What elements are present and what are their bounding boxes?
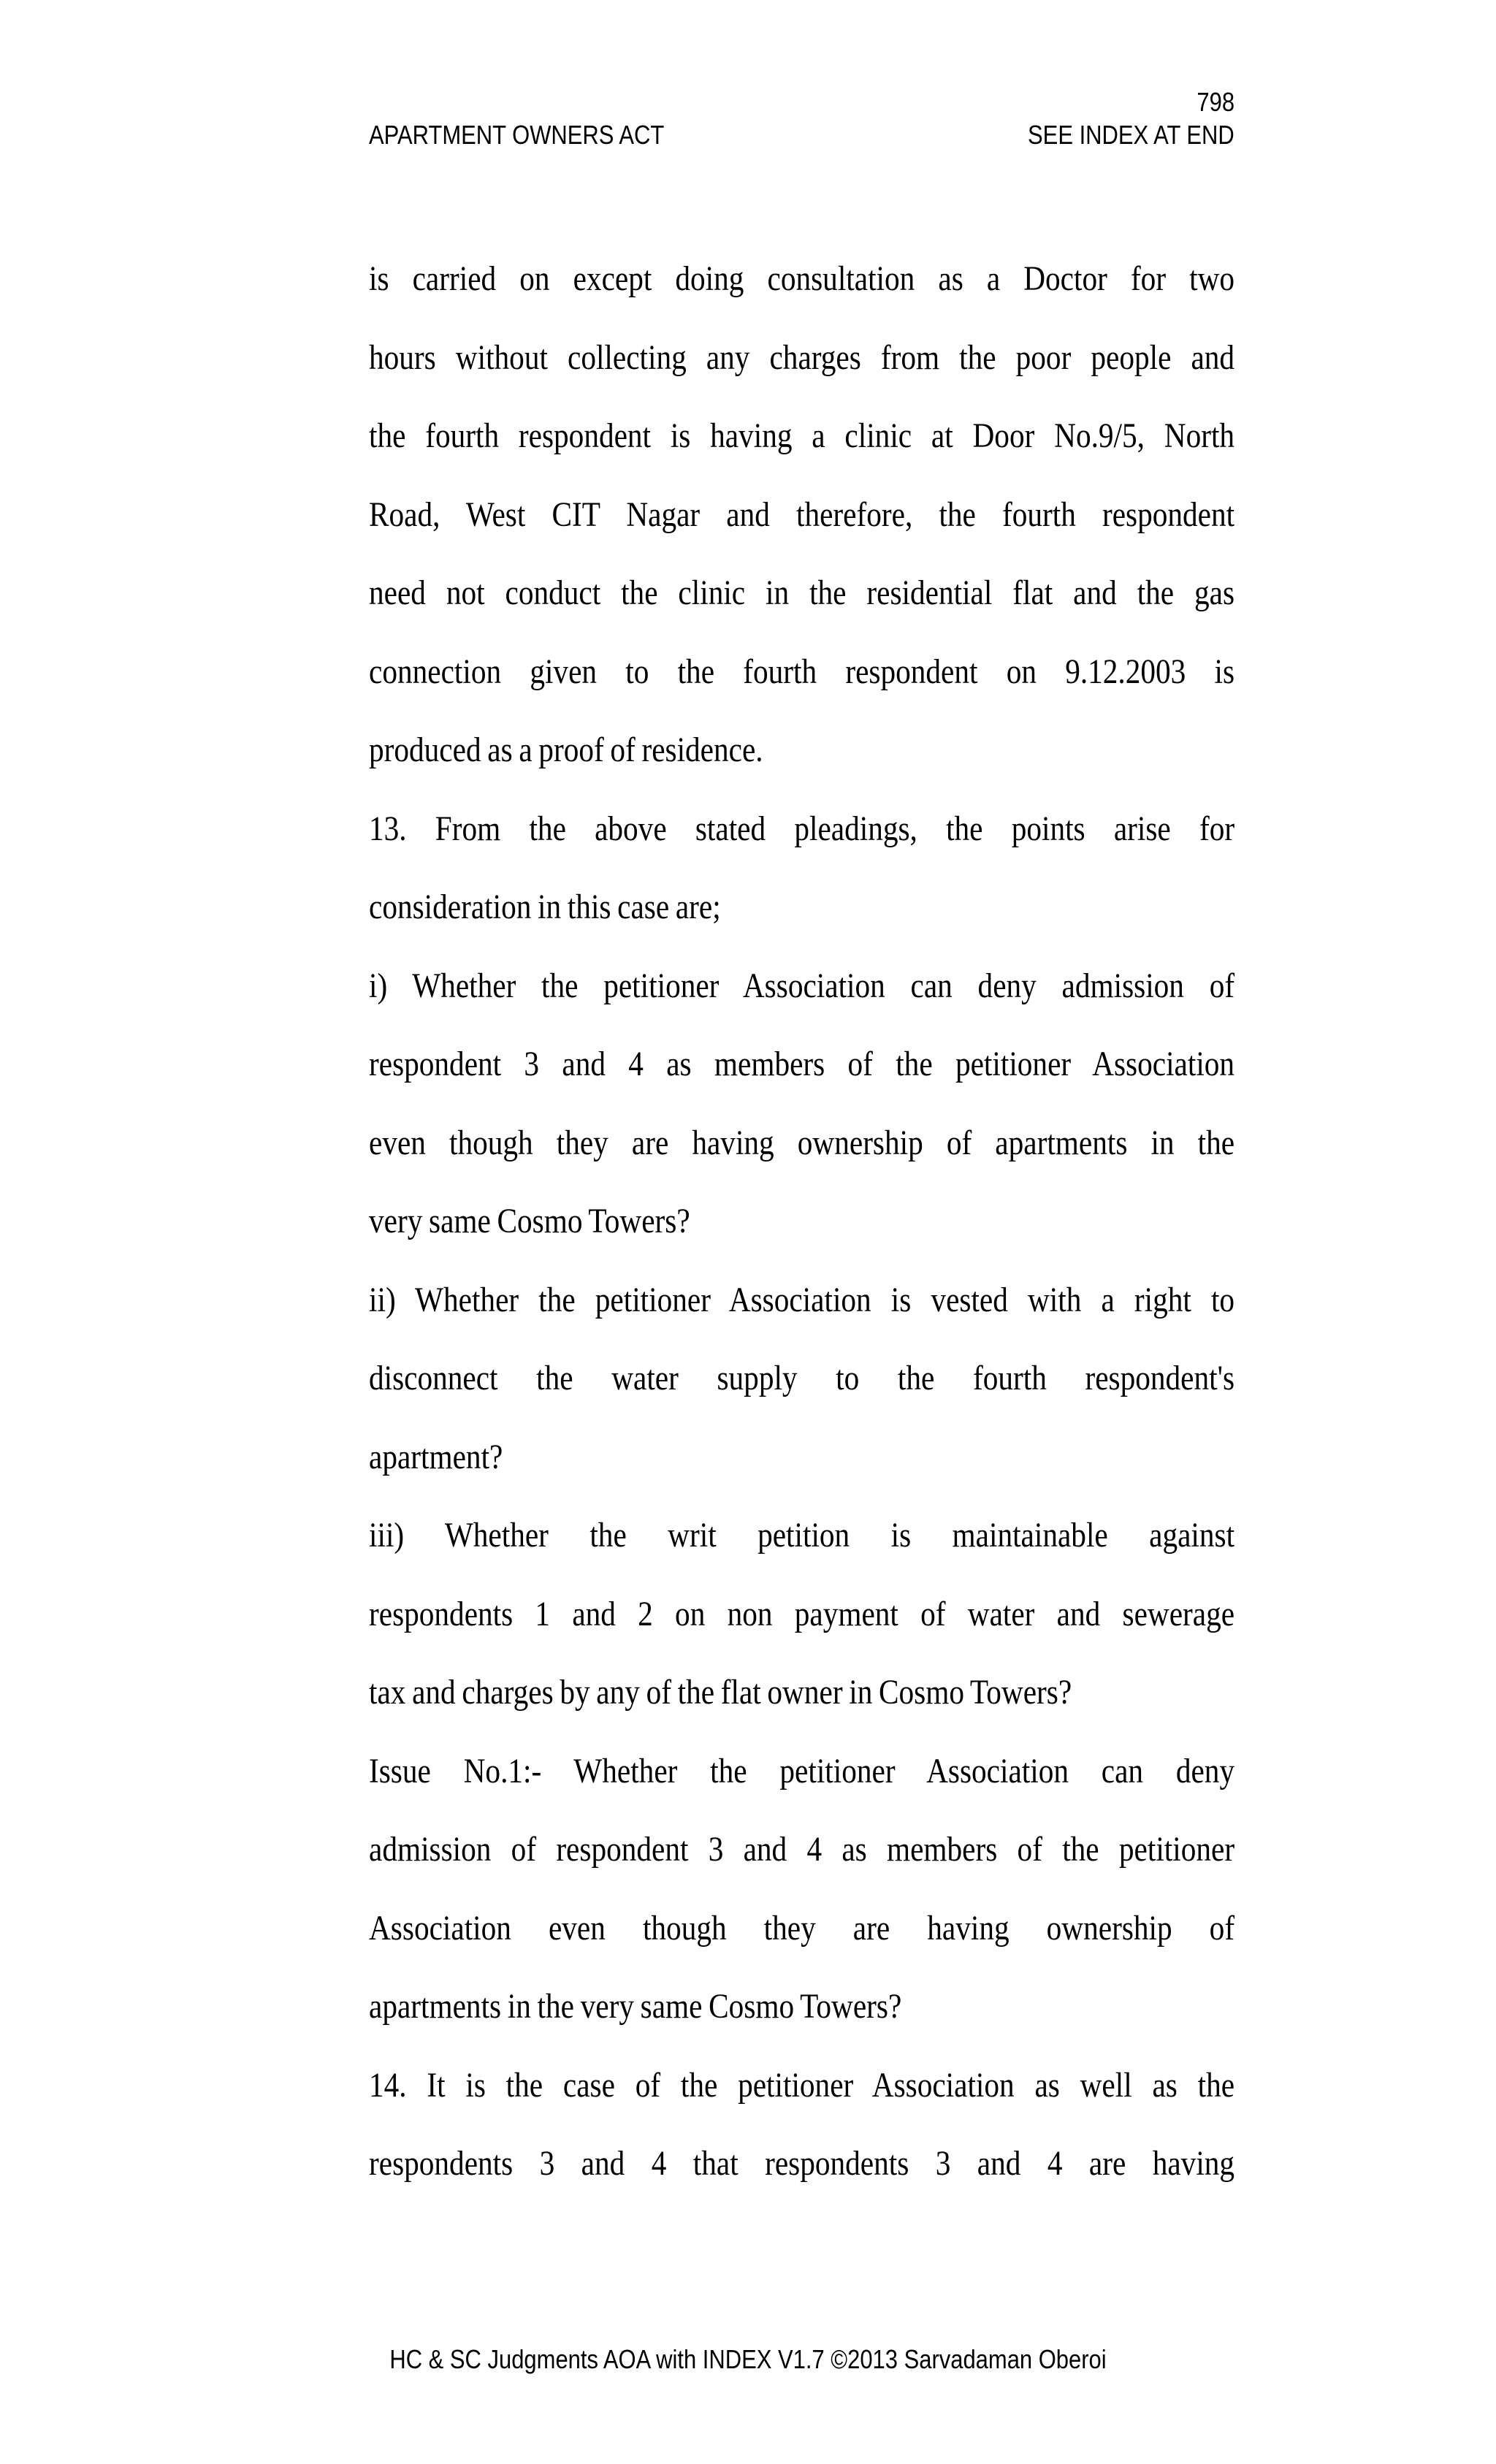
body-line: tax and charges by any of the flat owner in Cosmo Towers? <box>369 1673 1072 1712</box>
body-line: very same Cosmo Towers? <box>369 1202 690 1240</box>
body-line: is carried on except doing consultation as a Doctor for two <box>369 259 1235 298</box>
body-line: the fourth respondent is having a clinic at Door No.9/5, North <box>369 416 1235 455</box>
body-line: disconnect the water supply to the fourth respondent's <box>369 1359 1235 1397</box>
header-index-note: SEE INDEX AT END <box>1028 120 1234 150</box>
body-line: 14. It is the case of the petitioner Association as well as the <box>369 2065 1235 2105</box>
body-line: ii) Whether the petitioner Association is vested with a right to <box>369 1280 1235 1319</box>
header-title: APARTMENT OWNERS ACT <box>369 120 665 150</box>
body-line: respondents 1 and 2 on non payment of water and sewerage <box>369 1594 1235 1633</box>
body-line: admission of respondent 3 and 4 as members of the petitioner <box>369 1830 1235 1869</box>
page-number: 798 <box>1197 87 1234 117</box>
body-line: apartments in the very same Cosmo Towers? <box>369 1987 902 2026</box>
footer-copyright: HC & SC Judgments AOA with INDEX V1.7 ©2013 Sarvadaman Oberoi <box>389 2344 1107 2374</box>
body-line: respondent 3 and 4 as members of the petitioner Association <box>369 1045 1235 1083</box>
judgment-body-text <box>369 240 1234 2203</box>
body-line: produced as a proof of residence. <box>369 731 763 769</box>
body-line: Association even though they are having ownership of <box>369 1908 1235 1948</box>
body-line: Road, West CIT Nagar and therefore, the fourth respondent <box>369 495 1235 534</box>
body-line: apartment? <box>369 1437 503 1476</box>
body-line: iii) Whether the writ petition is maintainable against <box>369 1516 1235 1555</box>
body-line: consideration in this case are; <box>369 888 721 926</box>
body-line: even though they are having ownership of apartments in the <box>369 1123 1235 1162</box>
body-line: Issue No.1:- Whether the petitioner Association can deny <box>369 1751 1235 1790</box>
body-line: respondents 3 and 4 that respondents 3 and 4 are having <box>369 2144 1235 2183</box>
body-line: connection given to the fourth respondent on 9.12.2003 is <box>369 652 1235 691</box>
body-line: hours without collecting any charges from the poor people and <box>369 337 1235 377</box>
body-line: i) Whether the petitioner Association can deny admission of <box>369 966 1235 1005</box>
body-line: 13. From the above stated pleadings, the points arise for <box>369 809 1235 848</box>
body-line: need not conduct the clinic in the residential flat and the gas <box>369 573 1235 612</box>
